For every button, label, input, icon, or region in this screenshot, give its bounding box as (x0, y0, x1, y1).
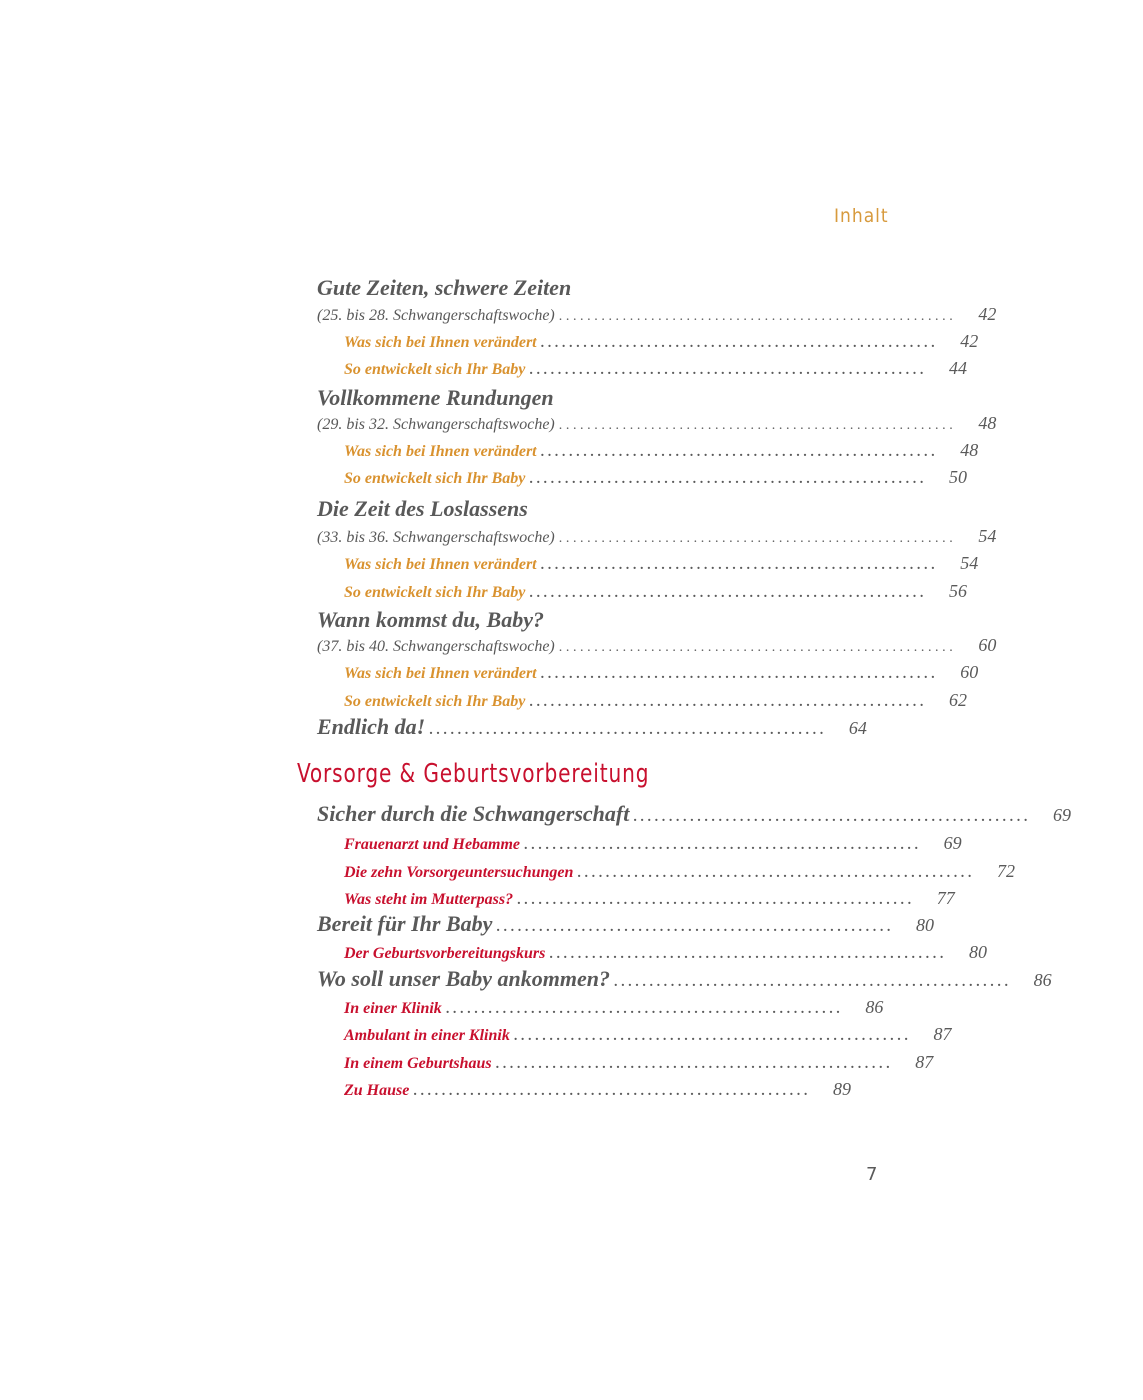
dot-leader: ........................................................ (558, 309, 957, 324)
dot-leader: ........................................................ (529, 472, 927, 487)
toc-entry-label: Ambulant in einer Klinik (344, 1027, 510, 1044)
toc-page-number: 80 (968, 942, 987, 962)
toc-entry[interactable] (344, 997, 884, 1018)
toc-entry-label: (37. bis 40. Schwangerschaftswoche) (317, 638, 555, 655)
toc-entry-label: In einem Geburtshaus (344, 1055, 492, 1072)
toc-entry-label: (33. bis 36. Schwangerschaftswoche) (317, 529, 555, 546)
toc-entry[interactable] (344, 1079, 851, 1100)
toc-entry-label: Was sich bei Ihnen verändert (344, 665, 537, 682)
dot-leader: ........................................................ (445, 1002, 844, 1017)
toc-page-number: 80 (916, 915, 935, 935)
toc-entry-label: Die zehn Vorsorgeuntersuchungen (344, 864, 574, 881)
toc-heading-label: Endlich da! (317, 714, 426, 739)
toc-entry[interactable] (344, 358, 967, 379)
running-header: Inhalt (834, 205, 889, 227)
dot-leader: ........................................................ (413, 1084, 811, 1099)
toc-heading-label: Wo soll unser Baby ankommen? (317, 966, 610, 991)
toc-entry-label: So entwickelt sich Ihr Baby (344, 584, 526, 601)
toc-heading[interactable] (317, 607, 823, 633)
toc-page-number: 50 (948, 467, 967, 487)
toc-page-number: 86 (865, 997, 884, 1017)
toc-heading[interactable] (317, 496, 823, 522)
dot-leader: ........................................................ (540, 445, 939, 460)
toc-entry-label: So entwickelt sich Ihr Baby (344, 693, 526, 710)
toc-page-number: 60 (960, 662, 979, 682)
toc-entry[interactable] (344, 1052, 934, 1073)
toc-page-number: 42 (960, 331, 979, 351)
toc-heading-label: Die Zeit des Loslassens (317, 496, 528, 521)
toc-entry-label: Was sich bei Ihnen verändert (344, 556, 537, 573)
toc-page-number: 69 (943, 833, 962, 853)
toc-heading-label: Wann kommst du, Baby? (317, 607, 544, 632)
dot-leader: ........................................................ (529, 363, 927, 378)
dot-leader: ........................................................ (524, 838, 922, 853)
dot-leader: ........................................................ (529, 586, 927, 601)
dot-leader: ........................................................ (540, 667, 939, 682)
toc-entry-label: So entwickelt sich Ihr Baby (344, 361, 526, 378)
toc-heading[interactable] (317, 966, 1052, 992)
toc-page-number: 86 (1033, 970, 1052, 990)
toc-page-number: 64 (848, 718, 867, 738)
dot-leader: ........................................................ (513, 1029, 912, 1044)
toc-entry-label: Was sich bei Ihnen verändert (344, 334, 537, 351)
toc-page-number: 89 (832, 1079, 851, 1099)
toc-entry[interactable] (317, 413, 997, 434)
toc-entry[interactable] (344, 440, 979, 461)
dot-leader: ........................................................ (633, 810, 1031, 825)
page-number: 7 (866, 1164, 878, 1185)
dot-leader: ........................................................ (429, 723, 827, 738)
dot-leader: ........................................................ (558, 418, 957, 433)
dot-leader: ........................................................ (577, 866, 976, 881)
toc-entry[interactable] (344, 553, 979, 574)
toc-entry[interactable] (317, 526, 997, 547)
toc-entry[interactable] (344, 662, 979, 683)
toc-page-number: 87 (915, 1052, 934, 1072)
toc-page-number: 69 (1052, 805, 1071, 825)
toc-heading-label: Sicher durch die Schwangerschaft (317, 801, 630, 826)
dot-leader: ........................................................ (558, 640, 957, 655)
toc-page-number: 77 (936, 888, 955, 908)
dot-leader: ........................................................ (549, 947, 947, 962)
dot-leader: ........................................................ (540, 558, 939, 573)
toc-entry[interactable] (344, 1024, 952, 1045)
toc-heading[interactable] (317, 385, 823, 411)
toc-entry[interactable] (344, 833, 962, 854)
toc-entry-label: Was steht im Mutterpass? (344, 891, 514, 908)
toc-entry-label: Frauenarzt und Hebamme (344, 836, 521, 853)
toc-entry-label: Der Geburtsvorbereitungskurs (344, 945, 546, 962)
toc-entry-label: Was sich bei Ihnen verändert (344, 443, 537, 460)
toc-entry[interactable] (344, 942, 987, 963)
toc-page-number: 60 (978, 635, 997, 655)
toc-page-number: 56 (948, 581, 967, 601)
toc-heading[interactable] (317, 911, 935, 937)
toc-heading[interactable] (317, 801, 1071, 827)
dot-leader: ........................................................ (613, 975, 1012, 990)
toc-page-number: 62 (948, 690, 967, 710)
toc-entry[interactable] (344, 888, 955, 909)
toc-heading-label: Gute Zeiten, schwere Zeiten (317, 275, 572, 300)
toc-entry[interactable] (344, 581, 967, 602)
toc-page-number: 72 (997, 861, 1016, 881)
dot-leader: ........................................................ (496, 920, 895, 935)
toc-page-number: 42 (978, 304, 997, 324)
dot-leader: ........................................................ (529, 695, 927, 710)
toc-entry-label: In einer Klinik (344, 1000, 442, 1017)
toc-entry[interactable] (317, 304, 997, 325)
toc-entry[interactable] (344, 467, 967, 488)
toc-heading-label: Bereit für Ihr Baby (317, 911, 493, 936)
toc-entry[interactable] (344, 331, 979, 352)
toc-page-number: 54 (960, 553, 979, 573)
dot-leader: ........................................................ (495, 1057, 894, 1072)
toc-page-number: 48 (978, 413, 997, 433)
dot-leader: ........................................................ (540, 336, 939, 351)
toc-entry-label: So entwickelt sich Ihr Baby (344, 470, 526, 487)
toc-entry-label: (25. bis 28. Schwangerschaftswoche) (317, 307, 555, 324)
dot-leader: ........................................................ (558, 531, 957, 546)
toc-entry[interactable] (344, 690, 967, 711)
dot-leader: ........................................................ (517, 893, 915, 908)
toc-heading[interactable] (317, 714, 867, 740)
toc-page-number: 54 (978, 526, 997, 546)
toc-entry[interactable] (344, 861, 1016, 882)
toc-page-number: 48 (960, 440, 979, 460)
toc-entry[interactable] (317, 635, 997, 656)
toc-heading[interactable] (317, 275, 823, 301)
toc-entry-label: Zu Hause (344, 1082, 410, 1099)
toc-page-number: 87 (933, 1024, 952, 1044)
toc-heading-label: Vollkommene Rundungen (317, 385, 554, 410)
toc-entry-label: (29. bis 32. Schwangerschaftswoche) (317, 416, 555, 433)
toc-page-number: 44 (948, 358, 967, 378)
section-title: Vorsorge & Geburtsvorbereitung (297, 759, 650, 789)
